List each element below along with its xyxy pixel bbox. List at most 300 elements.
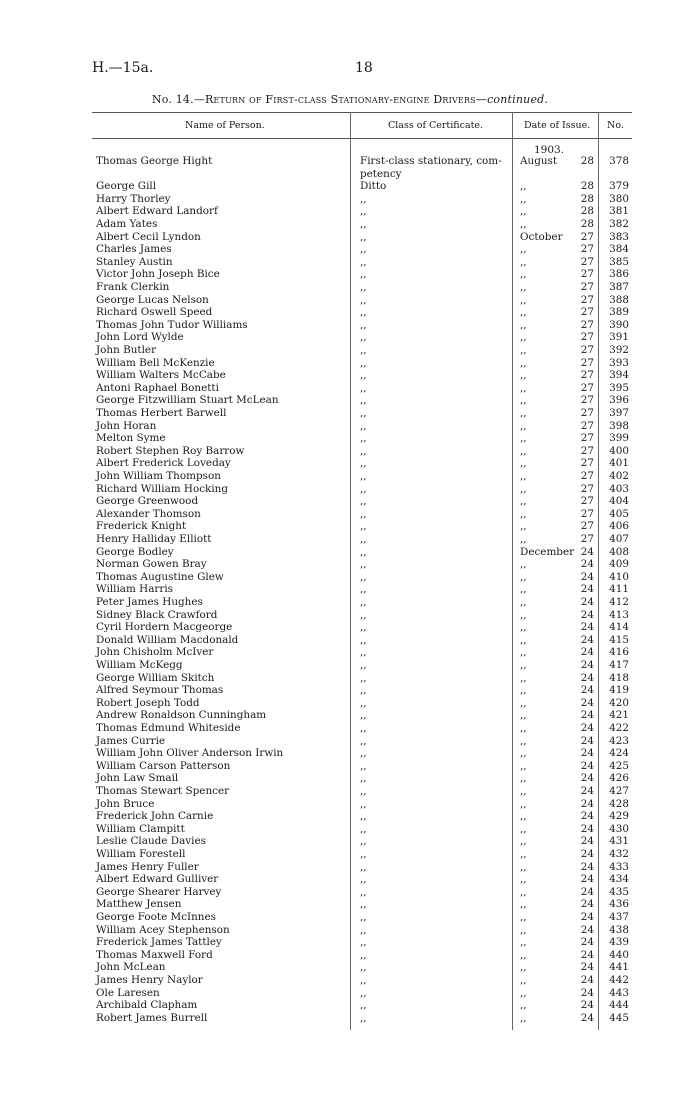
certificate-number: 417 bbox=[609, 659, 629, 671]
issue-month: ,, bbox=[520, 797, 527, 810]
issue-day: 28 bbox=[580, 205, 594, 218]
issue-month: ,, bbox=[520, 936, 527, 949]
table-row bbox=[0, 281, 700, 294]
table-row bbox=[0, 987, 700, 1000]
issue-day: 27 bbox=[580, 507, 594, 520]
issue-day: 24 bbox=[580, 785, 594, 797]
certificate-class: ,, bbox=[360, 394, 367, 407]
certificate-class: ,, bbox=[360, 482, 367, 495]
issue-month: ,, bbox=[520, 432, 527, 445]
person-name: James Henry Naylor bbox=[96, 974, 203, 986]
person-name: William John Oliver Anderson Irwin bbox=[96, 747, 284, 760]
person-name: Sidney Black Crawford bbox=[96, 608, 218, 621]
issue-day: 27 bbox=[580, 318, 594, 331]
person-name: Matthew Jensen bbox=[96, 898, 182, 911]
table-row bbox=[0, 898, 700, 911]
person-name: William Walters McCabe bbox=[96, 369, 226, 382]
issue-day: 24 bbox=[580, 911, 594, 923]
issue-month: ,, bbox=[520, 948, 527, 961]
certificate-class: ,, bbox=[360, 293, 367, 306]
person-name: William Forestell bbox=[96, 848, 186, 860]
person-name: Norman Gowen Bray bbox=[96, 558, 207, 571]
issue-day: 24 bbox=[580, 948, 594, 961]
certificate-class: ,, bbox=[360, 986, 367, 999]
issue-month: ,, bbox=[520, 608, 527, 621]
certificate-class: ,, bbox=[360, 810, 367, 823]
person-name: Richard Oswell Speed bbox=[96, 306, 213, 319]
certificate-number: 411 bbox=[609, 583, 629, 596]
issue-month: ,, bbox=[520, 974, 527, 986]
certificate-class: ,, bbox=[360, 205, 367, 218]
issue-day: 24 bbox=[580, 835, 594, 848]
issue-day: 24 bbox=[580, 709, 594, 722]
person-name: Thomas Herbert Barwell bbox=[96, 407, 227, 419]
certificate-number: 384 bbox=[609, 243, 629, 256]
issue-month: ,, bbox=[520, 218, 527, 230]
person-name: Frederick James Tattley bbox=[96, 936, 222, 949]
person-name: William Acey Stephenson bbox=[96, 923, 230, 936]
person-name: Albert Edward Gulliver bbox=[96, 873, 219, 886]
issue-month: ,, bbox=[520, 1011, 527, 1024]
person-name: Ole Laresen bbox=[96, 986, 160, 999]
issue-month: ,, bbox=[520, 205, 527, 218]
issue-month: ,, bbox=[520, 570, 527, 583]
issue-day: 27 bbox=[580, 482, 594, 495]
issue-day: 27 bbox=[580, 381, 594, 394]
table-row bbox=[0, 961, 700, 974]
certificate-class: ,, bbox=[360, 356, 367, 369]
issue-day: 24 bbox=[580, 596, 594, 608]
certificate-number: 401 bbox=[609, 457, 629, 470]
certificate-class: ,, bbox=[360, 432, 367, 445]
issue-day: 24 bbox=[580, 848, 594, 860]
issue-month: ,, bbox=[520, 822, 527, 835]
certificate-class: ,, bbox=[360, 923, 367, 936]
issue-day: 24 bbox=[580, 545, 594, 558]
person-name: Thomas John Tudor Williams bbox=[96, 318, 248, 331]
issue-month: ,, bbox=[520, 268, 527, 281]
certificate-number: 413 bbox=[609, 608, 629, 621]
issue-day: 27 bbox=[580, 495, 594, 508]
person-name: Thomas Augustine Glew bbox=[96, 570, 224, 583]
issue-month: ,, bbox=[520, 470, 527, 482]
table-row bbox=[0, 646, 700, 659]
issue-day: 28 bbox=[580, 155, 594, 167]
certificate-class: ,, bbox=[360, 948, 367, 961]
certificate-class: ,, bbox=[360, 583, 367, 596]
issue-month: ,, bbox=[520, 885, 527, 898]
certificate-number: 385 bbox=[609, 255, 629, 268]
table-header-rule bbox=[92, 138, 632, 139]
issue-day: 24 bbox=[580, 722, 594, 734]
issue-month: ,, bbox=[520, 911, 527, 923]
issue-month: ,, bbox=[520, 533, 527, 545]
certificate-class: ,, bbox=[360, 457, 367, 470]
person-name: George Gill bbox=[96, 180, 157, 193]
issue-month: ,, bbox=[520, 344, 527, 356]
issue-month: ,, bbox=[520, 318, 527, 331]
table-row bbox=[0, 495, 700, 508]
person-name: Victor John Joseph Bice bbox=[96, 268, 220, 281]
table-row bbox=[0, 445, 700, 458]
table-row bbox=[0, 911, 700, 924]
issue-month: ,, bbox=[520, 659, 527, 671]
issue-month: ,, bbox=[520, 633, 527, 646]
table-row bbox=[0, 470, 700, 483]
person-name: Adam Yates bbox=[96, 218, 158, 230]
certificate-number: 388 bbox=[609, 293, 629, 306]
table-row bbox=[0, 949, 700, 962]
person-name: Harry Thorley bbox=[96, 192, 171, 205]
table-row bbox=[0, 432, 700, 445]
page-number: 18 bbox=[355, 60, 373, 76]
certificate-number: 390 bbox=[609, 318, 629, 331]
year-label: 1903. bbox=[534, 144, 565, 156]
issue-day: 24 bbox=[580, 659, 594, 671]
issue-month: ,, bbox=[520, 671, 527, 684]
table-row bbox=[0, 659, 700, 672]
table-row bbox=[0, 848, 700, 861]
table-row bbox=[0, 193, 700, 206]
issue-month: ,, bbox=[520, 961, 527, 974]
person-name: John Bruce bbox=[96, 797, 155, 810]
certificate-number: 391 bbox=[609, 331, 629, 344]
issue-day: 27 bbox=[580, 533, 594, 545]
issue-day: 24 bbox=[580, 747, 594, 760]
person-name: Melton Syme bbox=[96, 432, 166, 445]
issue-day: 24 bbox=[580, 608, 594, 621]
person-name: Albert Frederick Loveday bbox=[96, 457, 231, 470]
certificate-class: ,, bbox=[360, 608, 367, 621]
certificate-class: ,, bbox=[360, 671, 367, 684]
issue-month: ,, bbox=[520, 646, 527, 659]
certificate-class: ,, bbox=[360, 520, 367, 533]
issue-month: August bbox=[520, 155, 558, 167]
certificate-number: 415 bbox=[609, 633, 629, 646]
table-top-rule bbox=[92, 112, 632, 113]
certificate-number: 392 bbox=[609, 344, 629, 356]
certificate-number: 406 bbox=[609, 520, 629, 533]
issue-day: 28 bbox=[580, 180, 594, 193]
certificate-number: 422 bbox=[609, 722, 629, 734]
certificate-number: 438 bbox=[609, 923, 629, 936]
table-row bbox=[0, 407, 700, 420]
table-row bbox=[0, 924, 700, 937]
issue-month: ,, bbox=[520, 444, 527, 457]
certificate-number: 441 bbox=[609, 961, 629, 974]
issue-day: 24 bbox=[580, 797, 594, 810]
person-name: Leslie Claude Davies bbox=[96, 835, 206, 848]
column-header-no: No. bbox=[607, 120, 624, 131]
certificate-class: ,, bbox=[360, 369, 367, 382]
certificate-class: ,, bbox=[360, 621, 367, 634]
table-row bbox=[0, 205, 700, 218]
person-name: William Carson Patterson bbox=[96, 759, 231, 772]
certificate-class: ,, bbox=[360, 797, 367, 810]
certificate-class: ,, bbox=[360, 558, 367, 571]
table-row bbox=[0, 886, 700, 899]
issue-month: ,, bbox=[520, 898, 527, 911]
person-name: Antoni Raphael Bonetti bbox=[96, 381, 219, 394]
certificate-number: 431 bbox=[609, 835, 629, 848]
person-name: Cyril Hordern Macgeorge bbox=[96, 621, 233, 634]
certificate-class: ,, bbox=[360, 860, 367, 873]
issue-day: 27 bbox=[580, 444, 594, 457]
certificate-class: ,, bbox=[360, 734, 367, 747]
certificate-number: 382 bbox=[609, 218, 629, 230]
person-name: Albert Edward Landorf bbox=[96, 205, 218, 218]
issue-month: ,, bbox=[520, 621, 527, 634]
person-name: Robert Stephen Roy Barrow bbox=[96, 444, 245, 457]
certificate-number: 427 bbox=[609, 785, 629, 797]
certificate-number: 393 bbox=[609, 356, 629, 369]
certificate-class: ,, bbox=[360, 659, 367, 671]
issue-month: ,, bbox=[520, 369, 527, 382]
table-row bbox=[0, 294, 700, 307]
table-row bbox=[0, 583, 700, 596]
table-row bbox=[0, 709, 700, 722]
issue-month: ,, bbox=[520, 306, 527, 319]
person-name: George Fitzwilliam Stuart McLean bbox=[96, 394, 279, 407]
table-row bbox=[0, 546, 700, 559]
issue-day: 27 bbox=[580, 369, 594, 382]
table-row bbox=[0, 772, 700, 785]
person-name: Frederick John Carnie bbox=[96, 810, 214, 823]
certificate-class: ,, bbox=[360, 470, 367, 482]
table-title-main: Return of First-class Stationary-engine Drivers bbox=[205, 93, 476, 106]
person-name: Archibald Clapham bbox=[96, 999, 198, 1012]
certificate-number: 408 bbox=[609, 545, 629, 558]
page-header-code: H.—15a. bbox=[92, 60, 154, 76]
table-row bbox=[0, 760, 700, 773]
certificate-number: 435 bbox=[609, 885, 629, 898]
table-title-suffix: —continued. bbox=[475, 93, 549, 106]
issue-month: ,, bbox=[520, 835, 527, 848]
table-row bbox=[0, 155, 700, 168]
issue-month: ,, bbox=[520, 520, 527, 533]
certificate-class: ,, bbox=[360, 709, 367, 722]
table-row bbox=[0, 520, 700, 533]
issue-day: 27 bbox=[580, 356, 594, 369]
certificate-number: 424 bbox=[609, 747, 629, 760]
issue-month: ,, bbox=[520, 734, 527, 747]
issue-month: ,, bbox=[520, 507, 527, 520]
issue-month: ,, bbox=[520, 281, 527, 293]
certificate-class: ,, bbox=[360, 533, 367, 545]
certificate-class: ,, bbox=[360, 696, 367, 709]
issue-month: ,, bbox=[520, 394, 527, 407]
issue-month: ,, bbox=[520, 331, 527, 344]
issue-day: 28 bbox=[580, 218, 594, 230]
table-row bbox=[0, 457, 700, 470]
table-row bbox=[0, 684, 700, 697]
table-row bbox=[0, 861, 700, 874]
person-name: James Currie bbox=[96, 734, 166, 747]
certificate-class: ,, bbox=[360, 268, 367, 281]
table-row bbox=[0, 319, 700, 332]
table-row bbox=[0, 344, 700, 357]
issue-day: 24 bbox=[580, 873, 594, 886]
table-row bbox=[0, 621, 700, 634]
certificate-number: 380 bbox=[609, 192, 629, 205]
certificate-number: 444 bbox=[609, 999, 629, 1012]
issue-month: ,, bbox=[520, 293, 527, 306]
issue-day: 24 bbox=[580, 898, 594, 911]
person-name: John Butler bbox=[96, 344, 157, 356]
person-name: Thomas George Hight bbox=[96, 155, 213, 167]
issue-day: 24 bbox=[580, 974, 594, 986]
certificate-number: 416 bbox=[609, 646, 629, 659]
person-name: George William Skitch bbox=[96, 671, 215, 684]
certificate-class: ,, bbox=[360, 381, 367, 394]
table-row bbox=[0, 533, 700, 546]
table-row bbox=[0, 823, 700, 836]
certificate-number: 439 bbox=[609, 936, 629, 949]
certificate-class: ,, bbox=[360, 281, 367, 293]
issue-day: 24 bbox=[580, 671, 594, 684]
certificate-number: 414 bbox=[609, 621, 629, 634]
certificate-number: 409 bbox=[609, 558, 629, 571]
certificate-number: 379 bbox=[609, 180, 629, 193]
table-row bbox=[0, 596, 700, 609]
certificate-class: ,, bbox=[360, 596, 367, 608]
issue-month: ,, bbox=[520, 457, 527, 470]
certificate-class: ,, bbox=[360, 646, 367, 659]
person-name: George Greenwood bbox=[96, 495, 199, 508]
issue-month: ,, bbox=[520, 923, 527, 936]
certificate-class: ,, bbox=[360, 722, 367, 734]
table-row bbox=[0, 268, 700, 281]
issue-day: 24 bbox=[580, 822, 594, 835]
person-name: Peter James Hughes bbox=[96, 596, 203, 608]
issue-month: ,, bbox=[520, 419, 527, 432]
certificate-class: First-class stationary, com- bbox=[360, 155, 502, 167]
issue-day: 27 bbox=[580, 457, 594, 470]
person-name: George Lucas Nelson bbox=[96, 293, 209, 306]
certificate-number: 398 bbox=[609, 419, 629, 432]
certificate-number: 423 bbox=[609, 734, 629, 747]
issue-month: ,, bbox=[520, 255, 527, 268]
certificate-number: 432 bbox=[609, 848, 629, 860]
certificate-number: 403 bbox=[609, 482, 629, 495]
certificate-number: 395 bbox=[609, 381, 629, 394]
certificate-class: ,, bbox=[360, 331, 367, 344]
certificate-class: ,, bbox=[360, 772, 367, 785]
certificate-number: 436 bbox=[609, 898, 629, 911]
issue-day: 27 bbox=[580, 230, 594, 243]
person-name: Thomas Maxwell Ford bbox=[96, 948, 213, 961]
certificate-class: ,, bbox=[360, 911, 367, 923]
table-row bbox=[0, 331, 700, 344]
issue-day: 27 bbox=[580, 470, 594, 482]
certificate-class: ,, bbox=[360, 684, 367, 697]
certificate-number: 437 bbox=[609, 911, 629, 923]
table-row bbox=[0, 722, 700, 735]
issue-day: 24 bbox=[580, 734, 594, 747]
issue-month: ,, bbox=[520, 785, 527, 797]
table-row bbox=[0, 218, 700, 231]
table-row bbox=[0, 243, 700, 256]
issue-day: 28 bbox=[580, 192, 594, 205]
issue-day: 27 bbox=[580, 432, 594, 445]
issue-day: 24 bbox=[580, 570, 594, 583]
issue-day: 27 bbox=[580, 268, 594, 281]
certificate-class: ,, bbox=[360, 747, 367, 760]
certificate-number: 400 bbox=[609, 444, 629, 457]
column-header-name: Name of Person. bbox=[185, 120, 265, 131]
table-row bbox=[0, 798, 700, 811]
table-row bbox=[0, 306, 700, 319]
issue-month: ,, bbox=[520, 558, 527, 571]
issue-day: 24 bbox=[580, 759, 594, 772]
person-name: James Henry Fuller bbox=[96, 860, 199, 873]
person-name: John William Thompson bbox=[96, 470, 221, 482]
issue-day: 24 bbox=[580, 923, 594, 936]
person-name: Alfred Seymour Thomas bbox=[96, 684, 224, 697]
certificate-class: ,, bbox=[360, 936, 367, 949]
certificate-number: 383 bbox=[609, 230, 629, 243]
certificate-number: 429 bbox=[609, 810, 629, 823]
issue-day: 24 bbox=[580, 558, 594, 571]
issue-month: December bbox=[520, 545, 575, 558]
table-row bbox=[0, 697, 700, 710]
issue-month: ,, bbox=[520, 759, 527, 772]
certificate-number: 394 bbox=[609, 369, 629, 382]
table-row bbox=[0, 936, 700, 949]
issue-month: ,, bbox=[520, 810, 527, 823]
issue-day: 27 bbox=[580, 520, 594, 533]
certificate-class: ,, bbox=[360, 218, 367, 230]
certificate-number: 412 bbox=[609, 596, 629, 608]
certificate-class: ,, bbox=[360, 885, 367, 898]
issue-day: 24 bbox=[580, 646, 594, 659]
table-row bbox=[0, 999, 700, 1012]
issue-day: 24 bbox=[580, 583, 594, 596]
issue-day: 24 bbox=[580, 1011, 594, 1024]
certificate-class: ,, bbox=[360, 243, 367, 256]
table-row bbox=[0, 609, 700, 622]
certificate-number: 430 bbox=[609, 822, 629, 835]
person-name: Andrew Ronaldson Cunningham bbox=[96, 709, 267, 722]
certificate-number: 420 bbox=[609, 696, 629, 709]
certificate-class: ,, bbox=[360, 192, 367, 205]
certificate-class: ,, bbox=[360, 570, 367, 583]
issue-day: 24 bbox=[580, 696, 594, 709]
person-name: Robert James Burrell bbox=[96, 1011, 208, 1024]
issue-month: ,, bbox=[520, 860, 527, 873]
issue-day: 27 bbox=[580, 255, 594, 268]
person-name: John Lord Wylde bbox=[96, 331, 184, 344]
person-name: John Chisholm McIver bbox=[96, 646, 214, 659]
certificate-number: 434 bbox=[609, 873, 629, 886]
issue-month: ,, bbox=[520, 999, 527, 1012]
certificate-number: 407 bbox=[609, 533, 629, 545]
issue-day: 27 bbox=[580, 407, 594, 419]
issue-month: ,, bbox=[520, 596, 527, 608]
issue-day: 24 bbox=[580, 936, 594, 949]
certificate-number: 381 bbox=[609, 205, 629, 218]
certificate-class: ,, bbox=[360, 848, 367, 860]
issue-day: 24 bbox=[580, 961, 594, 974]
certificate-class: ,, bbox=[360, 230, 367, 243]
table-title bbox=[0, 93, 700, 106]
certificate-class: ,, bbox=[360, 974, 367, 986]
issue-month: ,, bbox=[520, 482, 527, 495]
table-row bbox=[0, 873, 700, 886]
person-name: George Shearer Harvey bbox=[96, 885, 222, 898]
certificate-number: 443 bbox=[609, 986, 629, 999]
certificate-class: ,, bbox=[360, 545, 367, 558]
